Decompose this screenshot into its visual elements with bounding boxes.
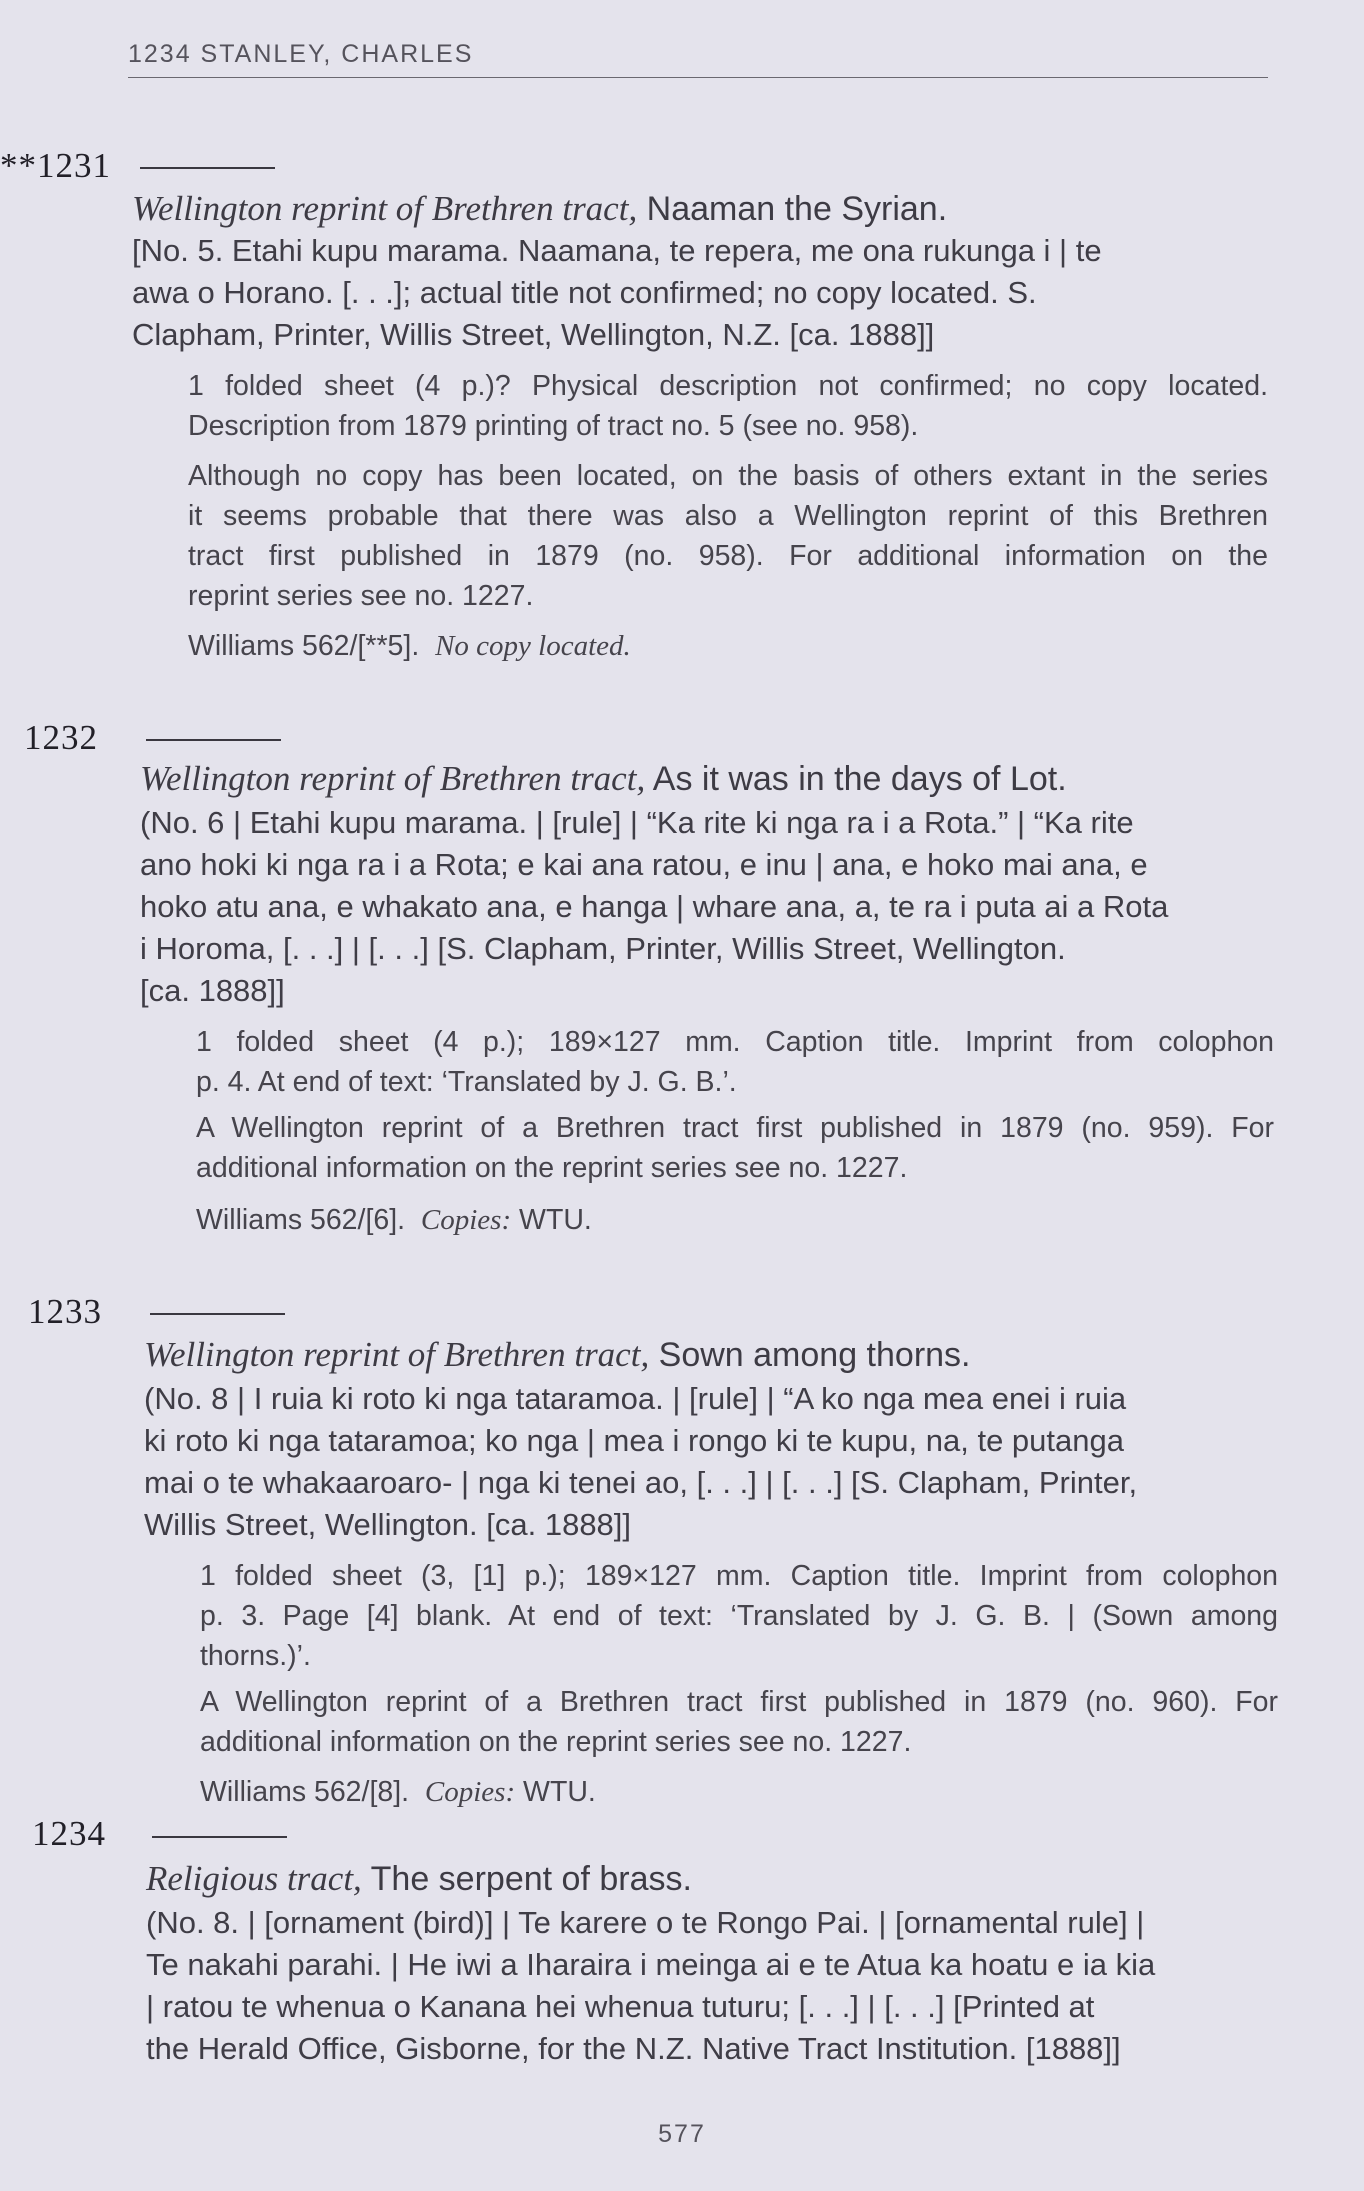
- physical-description: [196, 1022, 1274, 1102]
- transcript-line: ki roto ki nga tataramoa; ko nga | mea i rongo ki te kupu, na, te putanga: [144, 1423, 1124, 1458]
- entry-note: [188, 456, 1268, 616]
- ref-tail: WTU.: [515, 1776, 596, 1808]
- entry-transcript: [140, 802, 1280, 1012]
- ref-plain: Williams 562/[6].: [196, 1204, 406, 1236]
- entry-note: [200, 1682, 1278, 1762]
- entry-number: 1233: [28, 1292, 102, 1331]
- ref-italic: No copy located.: [435, 630, 631, 662]
- transcript-line: (No. 6 | Etahi kupu marama. | [rule] | “Ka rite ki nga ra i a Rota.” | “Ka rite: [140, 805, 1134, 840]
- note-line: Although no copy has been located, on the basis of others extant in the series: [188, 460, 1268, 492]
- transcript-line: (No. 8. | [ornament (bird)] | Te karere o te Rongo Pai. | [ornamental rule] |: [146, 1905, 1145, 1940]
- physical-line: p. 4. At end of text: ‘Translated by J. G. B.’.: [196, 1066, 737, 1098]
- physical-line: 1 folded sheet (4 p.); 189×127 mm. Caption title. Imprint from colophon: [196, 1026, 1274, 1058]
- entry-note: [196, 1108, 1274, 1188]
- transcript-line: mai o te whakaaroaro- | nga ki tenei ao, [. . .] | [. . .] [S. Clapham, Printer,: [144, 1465, 1138, 1500]
- entry-transcript: [146, 1902, 1286, 2070]
- physical-line: p. 3. Page [4] blank. At end of text: ‘Translated by J. G. B. | (Sown among: [200, 1600, 1278, 1632]
- note-line: it seems probable that there was also a Wellington reprint of this Brethren: [188, 500, 1268, 532]
- title-italic: Wellington reprint of Brethren tract,: [144, 1335, 650, 1374]
- transcript-line: Te nakahi parahi. | He iwi a Iharaira i meinga ai e te Atua ka hoatu e ia kia: [146, 1947, 1156, 1982]
- entry-dash: [140, 167, 275, 169]
- transcript-line: [No. 5. Etahi kupu marama. Naamana, te repera, me ona rukunga i | te: [132, 233, 1102, 268]
- entry-transcript: [132, 230, 1272, 356]
- ref-italic: Copies:: [424, 1776, 516, 1808]
- entry-title: [132, 188, 1272, 230]
- title-rest: Sown among thorns.: [649, 1336, 971, 1374]
- transcript-line: awa o Horano. [. . .]; actual title not confirmed; no copy located. S.: [132, 275, 1037, 310]
- title-rest: Naaman the Syrian.: [637, 190, 948, 228]
- title-rest: The serpent of brass.: [361, 1860, 692, 1898]
- ref-tail: WTU.: [511, 1204, 592, 1236]
- entry-reference: [200, 1772, 1278, 1812]
- ref-plain: Williams 562/[**5].: [188, 630, 420, 662]
- physical-line: thorns.)’.: [200, 1640, 311, 1672]
- transcript-line: ano hoki ki nga ra i a Rota; e kai ana ratou, e inu | ana, e hoko mai ana, e: [140, 847, 1148, 882]
- note-line: tract first published in 1879 (no. 958). For additional information on the: [188, 540, 1268, 572]
- title-rest: As it was in the days of Lot.: [645, 760, 1067, 798]
- note-line: A Wellington reprint of a Brethren tract first published in 1879 (no. 959). For: [196, 1112, 1274, 1144]
- transcript-line: | ratou te whenua o Kanana hei whenua tuturu; [. . .] | [. . .] [Printed at: [146, 1989, 1095, 2024]
- transcript-line: Willis Street, Wellington. [ca. 1888]]: [144, 1507, 632, 1542]
- transcript-line: (No. 8 | I ruia ki roto ki nga tataramoa. | [rule] | “A ko nga mea enei i ruia: [144, 1381, 1127, 1416]
- title-italic: Wellington reprint of Brethren tract,: [132, 189, 638, 228]
- entry-number: 1232: [24, 718, 98, 757]
- physical-description: [200, 1556, 1278, 1676]
- page-number: 577: [658, 2120, 706, 2148]
- transcript-line: [ca. 1888]]: [140, 973, 285, 1008]
- entry-reference: [188, 626, 1268, 666]
- title-italic: Wellington reprint of Brethren tract,: [140, 759, 646, 798]
- entry-title: [140, 758, 1280, 800]
- transcript-line: the Herald Office, Gisborne, for the N.Z. Native Tract Institution. [1888]]: [146, 2031, 1121, 2066]
- entry-dash: [146, 739, 281, 741]
- physical-description: [188, 366, 1268, 446]
- physical-line: 1 folded sheet (4 p.)? Physical description not confirmed; no copy located.: [188, 370, 1268, 402]
- ref-plain: Williams 562/[8].: [200, 1776, 410, 1808]
- note-line: additional information on the reprint series see no. 1227.: [196, 1152, 908, 1184]
- title-italic: Religious tract,: [146, 1859, 362, 1898]
- entry-title: [144, 1334, 1284, 1376]
- physical-line: Description from 1879 printing of tract no. 5 (see no. 958).: [188, 410, 919, 442]
- entry-title: [146, 1858, 1286, 1900]
- note-line: additional information on the reprint series see no. 1227.: [200, 1726, 912, 1758]
- note-line: reprint series see no. 1227.: [188, 580, 534, 612]
- transcript-line: hoko atu ana, e whakato ana, e hanga | whare ana, a, te ra i puta ai a Rota: [140, 889, 1169, 924]
- entry-number: 1234: [32, 1814, 106, 1853]
- entry-dash: [150, 1313, 285, 1315]
- transcript-line: i Horoma, [. . .] | [. . .] [S. Clapham, Printer, Willis Street, Wellington.: [140, 931, 1066, 966]
- note-line: A Wellington reprint of a Brethren tract first published in 1879 (no. 960). For: [200, 1686, 1278, 1718]
- entry-transcript: [144, 1378, 1284, 1546]
- entry-dash: [152, 1836, 287, 1838]
- running-head: 1234 STANLEY, CHARLES: [128, 40, 1268, 78]
- entry-number: **1231: [0, 146, 111, 185]
- entry-reference: [196, 1200, 1274, 1240]
- physical-line: 1 folded sheet (3, [1] p.); 189×127 mm. Caption title. Imprint from colophon: [200, 1560, 1278, 1592]
- transcript-line: Clapham, Printer, Willis Street, Wellington, N.Z. [ca. 1888]]: [132, 317, 935, 352]
- ref-italic: Copies:: [420, 1204, 512, 1236]
